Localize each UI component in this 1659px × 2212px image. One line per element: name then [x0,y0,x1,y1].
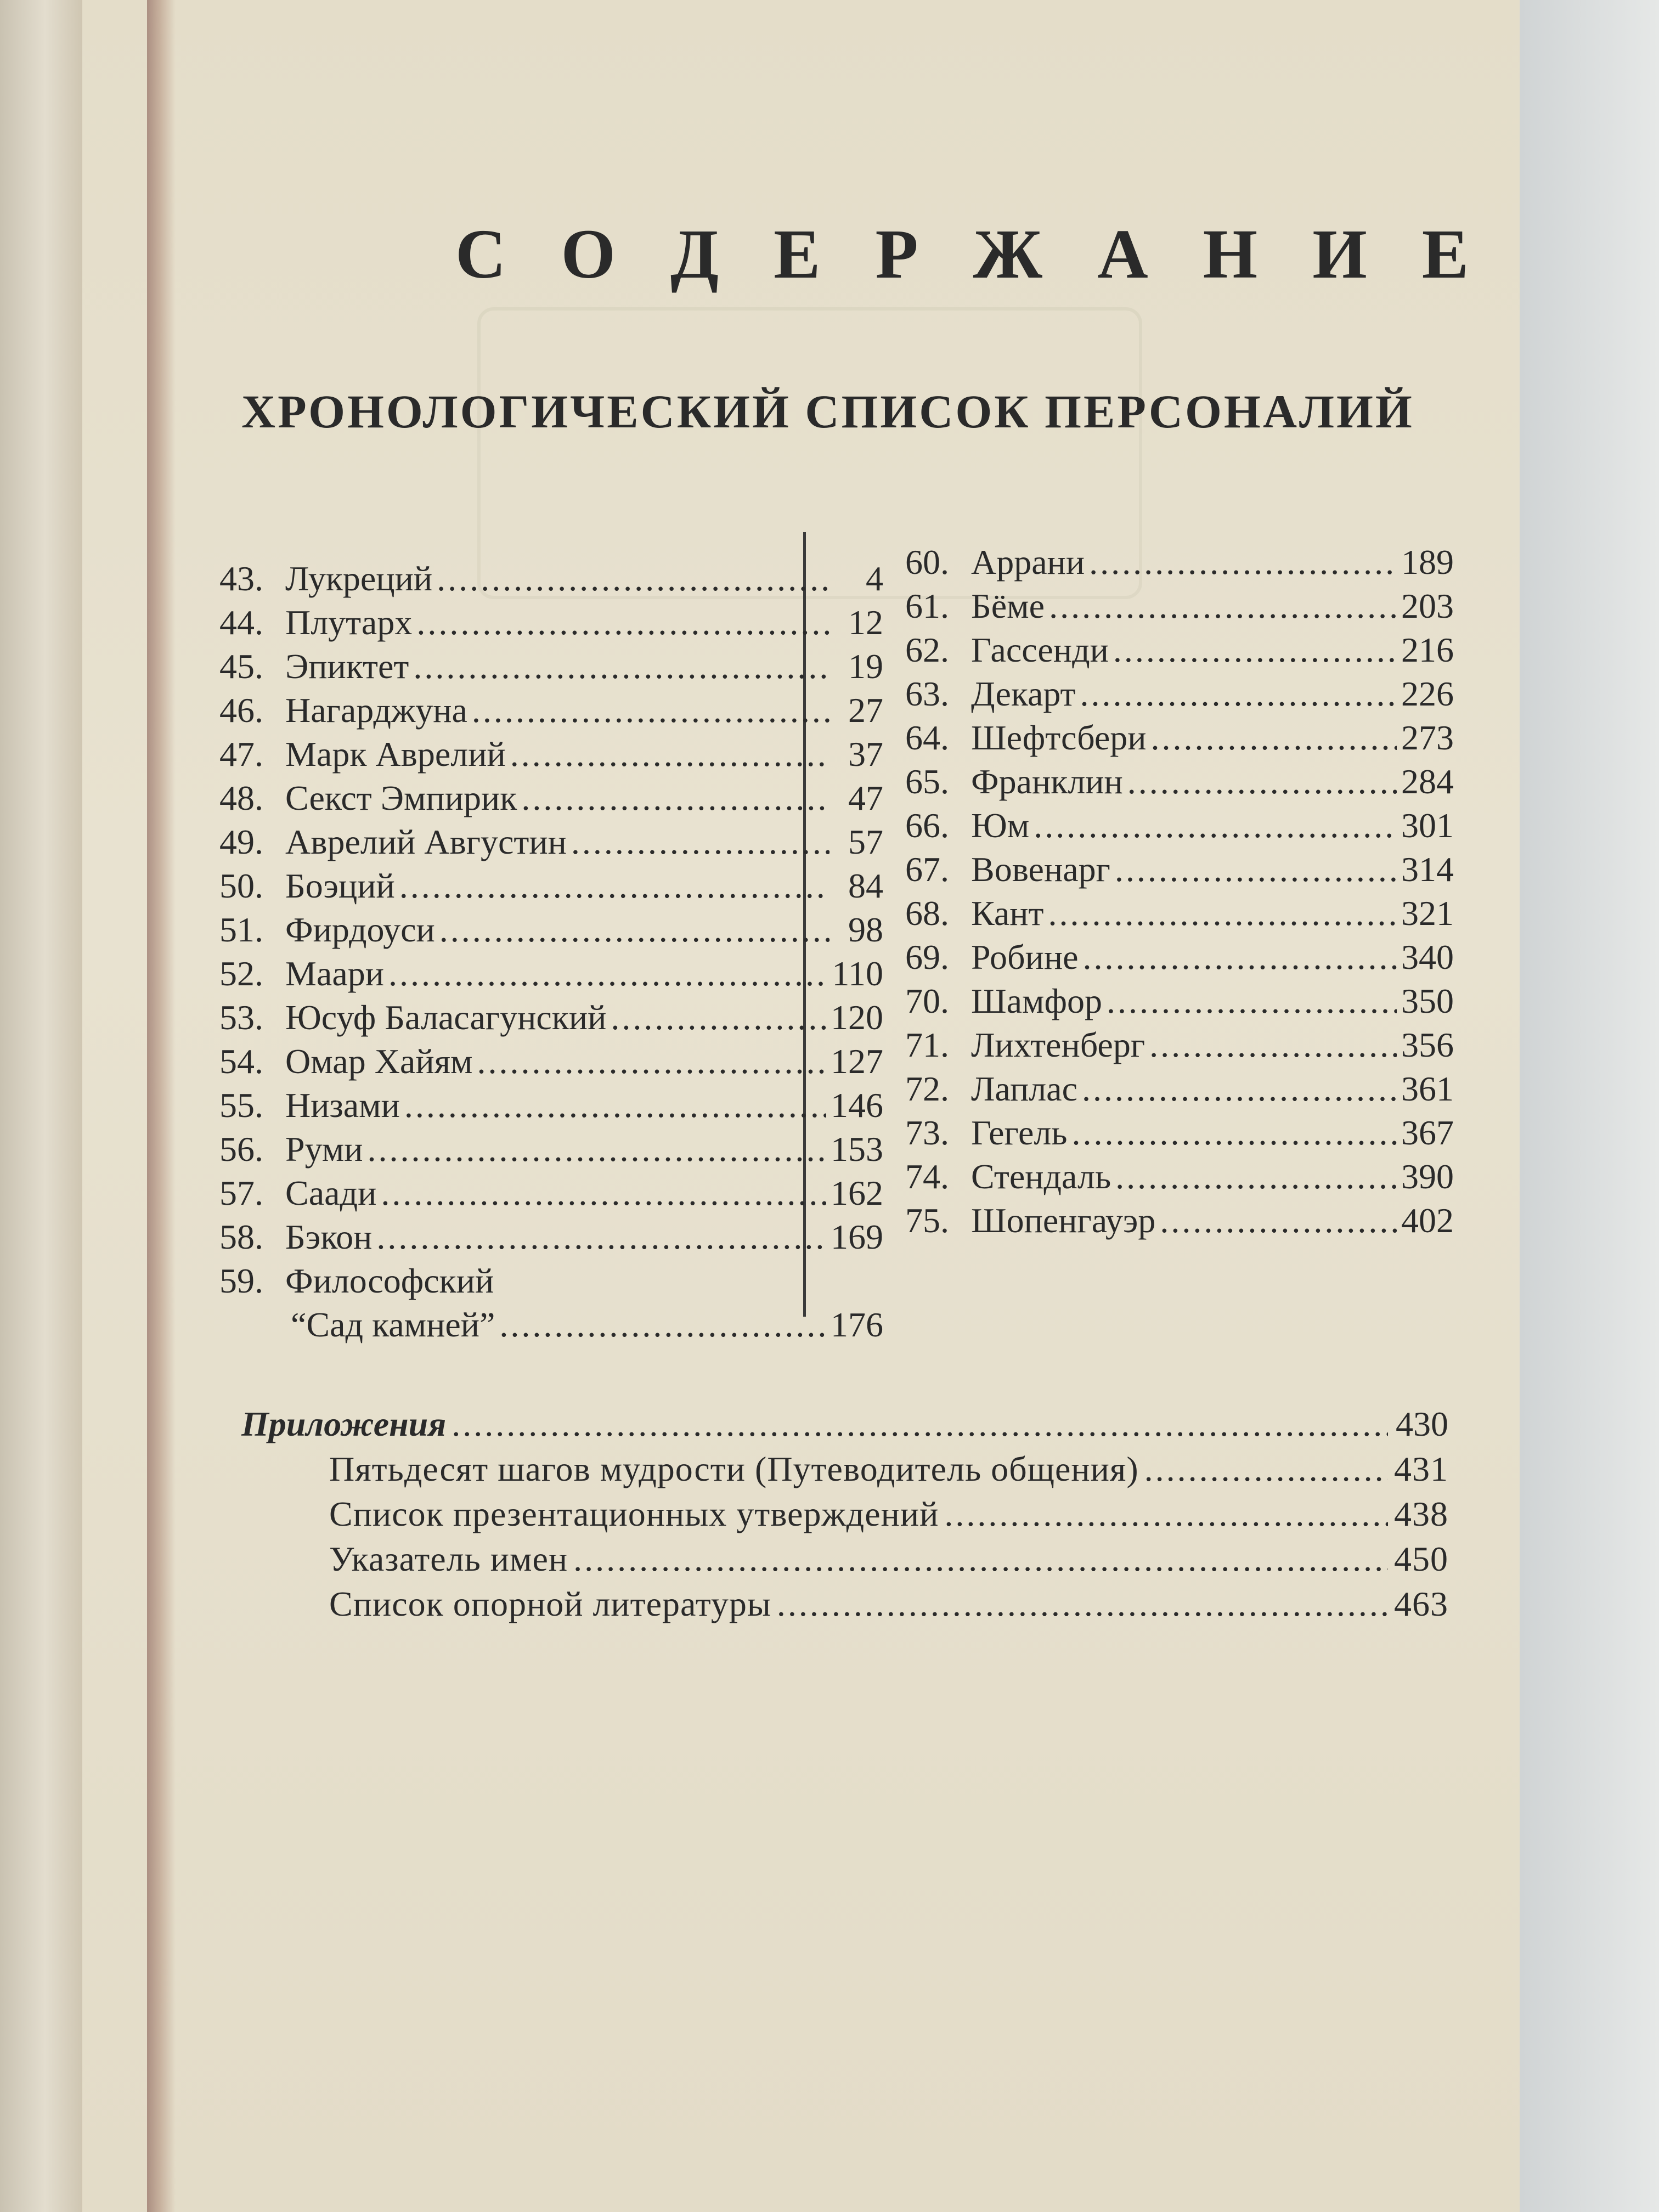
dot-leader [510,732,830,776]
toc-entry: 54. Омар Хайям ..... 127 [219,1040,883,1084]
dot-leader [477,1040,827,1084]
appendix-section [241,1402,1448,1627]
dot-leader [439,908,830,952]
dot-leader [573,1537,1388,1582]
toc-entry: 45. Эпиктет ..... 19 [219,645,883,689]
toc-entry: 72. Лаплас ..... 361 [905,1067,1454,1111]
toc-entry: 68. Кант ..... 321 [905,891,1454,935]
appendix-entry: Список опорной литературы ..... 463 [241,1582,1448,1627]
dot-leader [1160,1199,1397,1243]
toc-entry: 75. Шопенгауэр ..... 402 [905,1199,1454,1243]
dot-leader [1127,760,1397,804]
dot-leader [416,601,830,645]
toc-left-column [219,557,883,1347]
dot-leader [1080,672,1397,716]
dot-leader [381,1171,826,1215]
toc-entry: 64. Шефтсбери ..... 273 [905,716,1454,760]
appendix-entry: Указатель имен ..... 450 [241,1537,1448,1582]
appendix-entry: Список презентационных утверждений ..... 438 [241,1492,1448,1537]
toc-entry: 50. Боэций ..... 84 [219,864,883,908]
dot-leader [376,1215,826,1259]
dot-leader [472,689,830,732]
dot-leader [1048,891,1397,935]
dot-leader [499,1303,826,1347]
dot-leader [611,996,826,1040]
dot-leader [1049,584,1397,628]
toc-entry: 58. Бэкон ..... 169 [219,1215,883,1259]
toc-entry: 70. Шамфор ..... 350 [905,979,1454,1023]
toc-entry: 55. Низами ..... 146 [219,1084,883,1127]
toc-entry: 57. Саади ..... 162 [219,1171,883,1215]
toc-entry: 67. Вовенарг ..... 314 [905,848,1454,891]
dot-leader [1151,716,1397,760]
dot-leader [1115,848,1397,891]
dot-leader [413,645,830,689]
dot-leader [1082,935,1397,979]
dot-leader [777,1582,1388,1627]
page-content [82,0,1520,2212]
dot-leader [388,952,827,996]
dot-leader [944,1492,1388,1537]
toc-entry: 53. Юсуф Баласагунский ..... 120 [219,996,883,1040]
toc-entry-two-line: 59. Философский “Сад камней” ..... 176 [219,1259,883,1347]
toc-entry: 61. Бёме ..... 203 [905,584,1454,628]
toc-entry: 69. Робине ..... 340 [905,935,1454,979]
dot-leader [404,1084,826,1127]
contents-title: С О Д Е Р Ж А Н И Е [455,215,1488,293]
toc-entry: 47. Марк Аврелий ..... 37 [219,732,883,776]
toc-entry: 51. Фирдоуси ..... 98 [219,908,883,952]
background-surface [1514,0,1659,2212]
appendix-entry: Пятьдесят шагов мудрости (Путеводитель общения) ..... 431 [241,1447,1448,1492]
dot-leader [1089,540,1397,584]
toc-entry: 63. Декарт ..... 226 [905,672,1454,716]
appendix-label: Приложения [241,1404,447,1443]
toc-entry: 48. Секст Эмпирик ..... 47 [219,776,883,820]
dot-leader [521,776,830,820]
toc-entry: 73. Гегель ..... 367 [905,1111,1454,1155]
toc-entry: 60. Аррани ..... 189 [905,540,1454,584]
toc-entry: 62. Гассенди ..... 216 [905,628,1454,672]
appendix-page: 430 [1396,1404,1448,1443]
dot-leader [452,1402,1388,1447]
toc-entry: 66. Юм ..... 301 [905,804,1454,848]
dot-leader [1034,804,1397,848]
toc-entry: 56. Руми ..... 153 [219,1127,883,1171]
toc-entry: 44. Плутарх ..... 12 [219,601,883,645]
dot-leader [1107,979,1397,1023]
dot-leader [571,820,830,864]
book-page-edges [0,0,82,2212]
dot-leader [1115,1155,1397,1199]
toc-entry: 74. Стендаль ..... 390 [905,1155,1454,1199]
dot-leader [1071,1111,1397,1155]
contents-subtitle: ХРОНОЛОГИЧЕСКИЙ СПИСОК ПЕРСОНАЛИЙ [241,385,1414,438]
toc-entry: 65. Франклин ..... 284 [905,760,1454,804]
toc-entry: 52. Маари ..... 110 [219,952,883,996]
toc-entry: 71. Лихтенберг ..... 356 [905,1023,1454,1067]
toc-entry: 49. Аврелий Августин ..... 57 [219,820,883,864]
dot-leader [1113,628,1397,672]
appendix-heading-row [241,1402,1448,1447]
dot-leader [399,864,830,908]
dot-leader [368,1127,827,1171]
dot-leader [1082,1067,1397,1111]
dot-leader [1144,1447,1388,1492]
toc-entry: 46. Нагарджуна ..... 27 [219,689,883,732]
book-page [82,0,1520,2212]
dot-leader [437,557,830,601]
toc-right-column [905,540,1454,1243]
dot-leader [1149,1023,1397,1067]
toc-entry: 43. Лукреций ..... 4 [219,557,883,601]
